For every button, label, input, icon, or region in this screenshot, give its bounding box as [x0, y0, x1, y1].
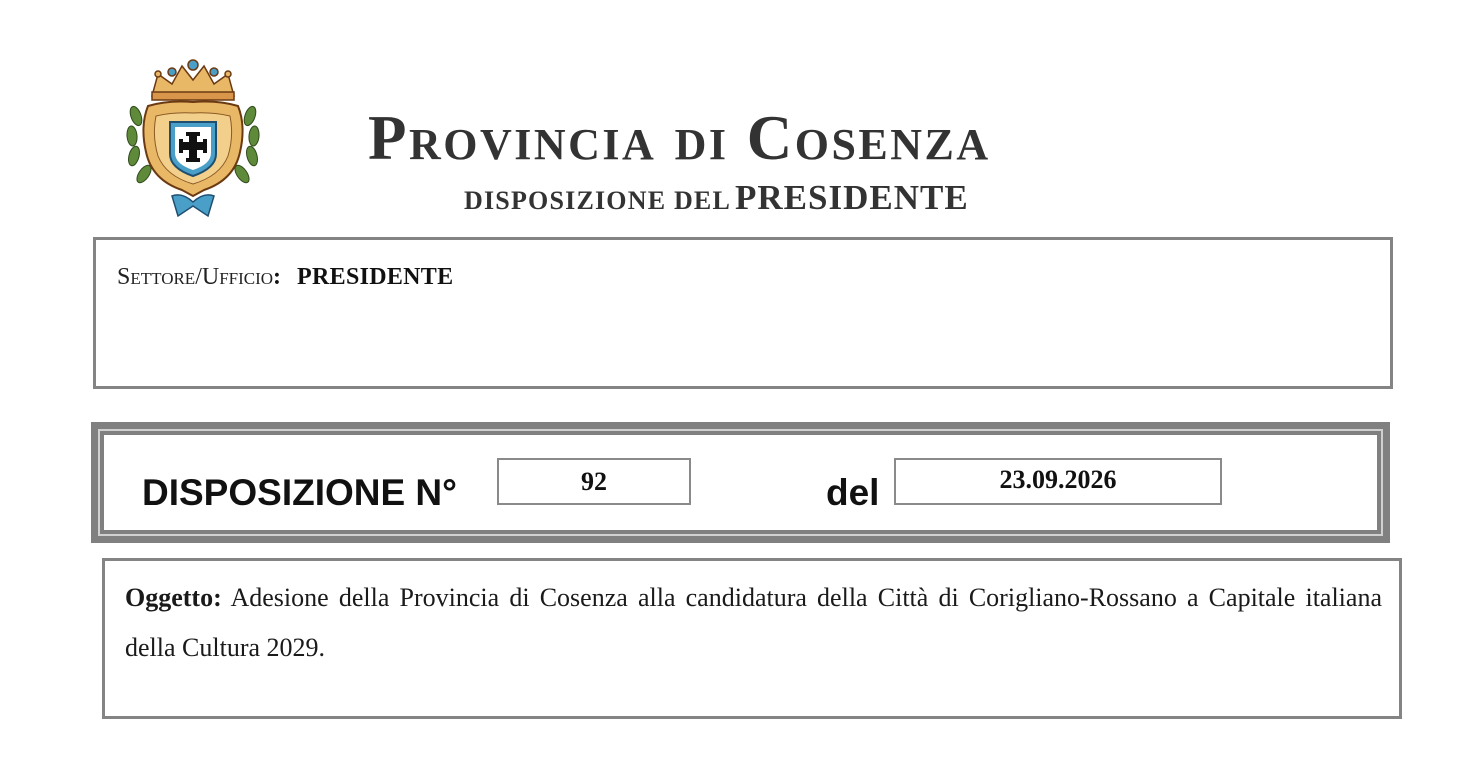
- disposizione-frame: [91, 422, 1390, 543]
- settore-ufficio-box: [93, 237, 1393, 389]
- disposizione-number-label: DISPOSIZIONE N°: [142, 472, 457, 513]
- settore-ufficio-value: PRESIDENTE: [297, 264, 454, 290]
- oggetto-paragraph: [125, 573, 1382, 673]
- disposizione-box: [104, 435, 1377, 530]
- oggetto-text: Adesione della Provincia di Cosenza alla candidatura della Città di Corigliano-Rossano a Capitale italiana della Cultura 2029.: [125, 583, 1382, 662]
- subtitle-prefix: DISPOSIZIONE DEL: [464, 186, 731, 215]
- settore-ufficio-line: [117, 262, 453, 292]
- settore-ufficio-label: Settore/Ufficio: [117, 264, 274, 290]
- date-label: del: [826, 472, 880, 513]
- page-title: Provincia di Cosenza: [368, 103, 991, 173]
- document-type-heading: [464, 174, 1024, 229]
- subtitle-main: PRESIDENTE: [735, 178, 969, 217]
- coat-of-arms-emblem: [122, 56, 264, 224]
- oggetto-label: Oggetto:: [125, 583, 222, 612]
- disposizione-date-field: 23.09.2026: [894, 458, 1222, 505]
- settore-ufficio-colon: :: [273, 264, 282, 290]
- disposizione-number-field: 92: [497, 458, 691, 505]
- oggetto-box: [102, 558, 1402, 719]
